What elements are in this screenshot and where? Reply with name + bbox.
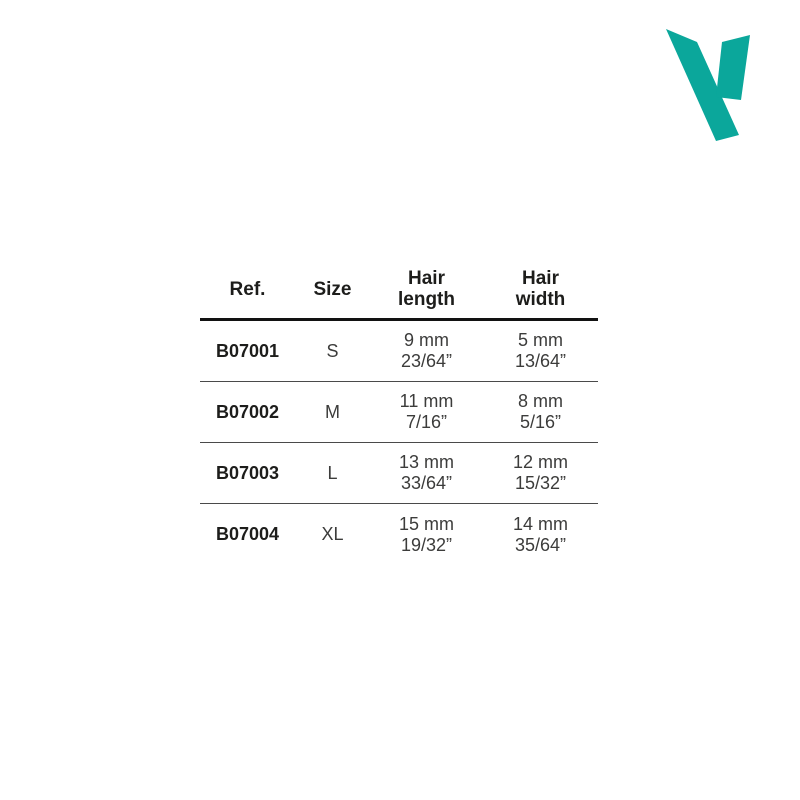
valera-v-logo — [655, 20, 760, 145]
hair-length-inches: 7/16” — [405, 412, 448, 432]
size-value: M — [325, 401, 340, 422]
hair-length-mm: 9 mm — [404, 330, 449, 350]
hair-width-mm: 14 mm — [512, 513, 568, 534]
hair-length-mm: 15 mm — [398, 513, 454, 534]
ref-cell — [200, 504, 295, 565]
hair-width-cell — [483, 321, 598, 381]
hair-width-inches: 5/16” — [519, 412, 562, 432]
hair-width-cell — [483, 382, 598, 442]
header-hair-length-line1: Hair — [408, 268, 445, 289]
table-row-b07001 — [200, 321, 598, 382]
ref-value: B07001 — [215, 340, 280, 361]
hair-width-mm: 8 mm — [518, 391, 563, 411]
ref-cell — [200, 382, 295, 442]
table-row-b07002 — [200, 382, 598, 443]
hair-length-inches: 23/64” — [400, 351, 453, 371]
size-value: L — [327, 462, 338, 483]
logo-right-stroke — [716, 35, 750, 100]
column-header-ref — [200, 260, 295, 318]
table-row-b07003 — [200, 443, 598, 504]
size-value: S — [326, 340, 339, 361]
size-spec-table — [200, 260, 598, 565]
ref-cell — [200, 443, 295, 503]
v-logo-icon — [655, 20, 760, 145]
hair-length-mm: 11 mm — [399, 391, 454, 411]
size-cell — [295, 443, 370, 503]
header-hair-length-line2: length — [398, 289, 455, 310]
size-cell — [295, 504, 370, 565]
hair-length-inches: 33/64” — [400, 473, 453, 493]
hair-length-cell — [370, 382, 483, 442]
header-hair-width-line1: Hair — [522, 268, 559, 289]
size-cell — [295, 321, 370, 381]
hair-width-cell — [483, 504, 598, 565]
hair-length-inches: 19/32” — [400, 534, 453, 555]
hair-width-inches: 13/64” — [514, 351, 567, 371]
column-header-size — [295, 260, 370, 318]
ref-value: B07003 — [215, 462, 280, 483]
size-cell — [295, 382, 370, 442]
column-header-hair-width — [483, 260, 598, 318]
hair-length-cell — [370, 443, 483, 503]
hair-width-cell — [483, 443, 598, 503]
column-header-hair-length — [370, 260, 483, 318]
hair-width-mm: 5 mm — [518, 330, 563, 350]
hair-length-cell — [370, 504, 483, 565]
ref-value: B07004 — [215, 524, 280, 544]
size-value: XL — [321, 524, 344, 544]
hair-length-mm: 13 mm — [398, 452, 454, 472]
hair-length-cell — [370, 321, 483, 381]
ref-cell — [200, 321, 295, 381]
table-header-row — [200, 260, 598, 321]
ref-value: B07002 — [215, 401, 280, 422]
header-hair-width-line2: width — [515, 289, 566, 310]
hair-width-inches: 35/64” — [514, 534, 567, 555]
header-size-label: Size — [313, 278, 352, 300]
hair-width-mm: 12 mm — [512, 452, 568, 472]
header-ref-label: Ref. — [229, 278, 266, 300]
table-row-b07004 — [200, 504, 598, 565]
hair-width-inches: 15/32” — [514, 473, 567, 493]
